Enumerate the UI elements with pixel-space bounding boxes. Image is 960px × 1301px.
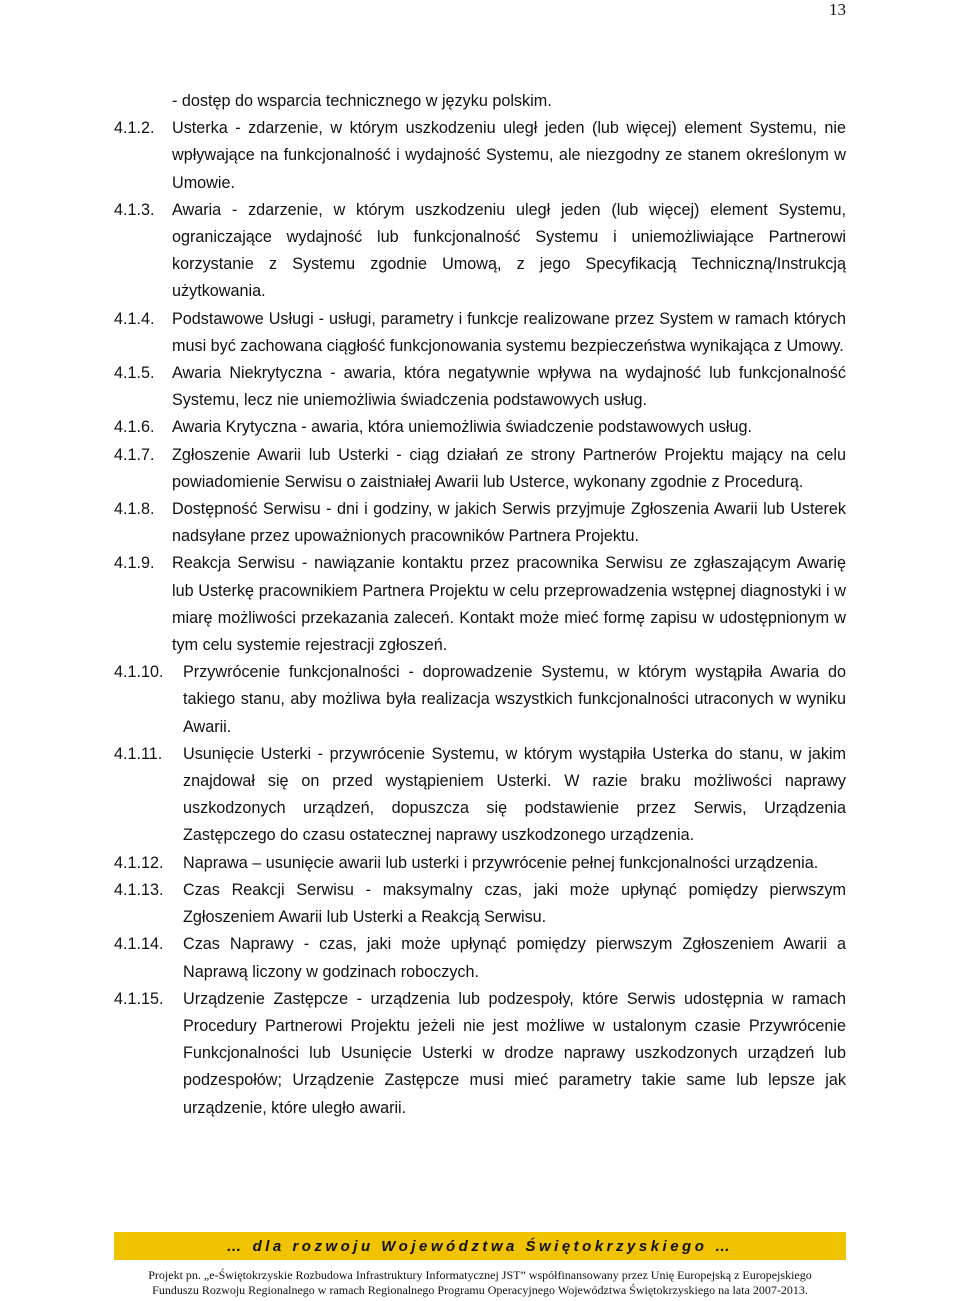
item-number: 4.1.8. — [114, 500, 155, 519]
item-text: Awaria Krytyczna - awaria, która uniemożliwia świadczenie podstawowych usług. — [172, 418, 753, 437]
page-number: 13 — [829, 0, 846, 19]
item-text: Naprawa – usunięcie awarii lub usterki i przywrócenie pełnej funkcjonalności urządzenia. — [183, 853, 819, 872]
definition-item — [114, 659, 846, 741]
definition-item — [114, 197, 846, 306]
item-text: Usterka - zdarzenie, w którym uszkodzeniu uległ jeden (lub więcej) element Systemu, nie wpływające na funkcjonalność i wydajność Systemu, ale niezgodny ze stanem określonym w Umowie. — [172, 119, 846, 192]
item-text: Reakcja Serwisu - nawiązanie kontaktu przez pracownika Serwisu ze zgłaszającym Awarię lub Usterkę pracownikiem Partnera Projektu w celu przeprowadzenia wstępnej diagnostyki i w miarę możliwości przekazania zaleceń. Kontakt może mieć formę zapisu w udostępnionym w tym celu systemie rejestracji zgłoszeń. — [172, 554, 846, 655]
item-text: Czas Reakcji Serwisu - maksymalny czas, jaki może upłynąć pomiędzy pierwszym Zgłoszeniem Awarii lub Usterki a Reakcją Serwisu. — [183, 880, 846, 927]
item-number: 4.1.14. — [114, 935, 164, 954]
item-number: 4.1.15. — [114, 989, 164, 1008]
project-footer — [0, 1268, 960, 1298]
item-number: 4.1.9. — [114, 554, 155, 573]
definition-item — [114, 360, 846, 414]
item-number: 4.1.4. — [114, 309, 155, 328]
item-text: Zgłoszenie Awarii lub Usterki - ciąg działań ze strony Partnerów Projektu mający na celu powiadomienie Serwisu o zaistniałej Awarii lub Usterce, wykonany zgodnie z Procedurą. — [172, 445, 846, 491]
item-text: Awaria Niekrytyczna - awaria, która negatywnie wpływa na wydajność lub funkcjonalność Systemu, lecz nie uniemożliwia świadczenia podstawowych usług. — [172, 364, 846, 410]
item-text: Awaria - zdarzenie, w którym uszkodzeniu uległ jeden (lub więcej) element Systemu, ograniczające wydajność lub funkcjonalność Systemu i uniemożliwiające Partnerowi korzystanie z Systemu zgodnie Umową, z jego Specyfikacją Techniczną/Instrukcją użytkowania. — [172, 200, 846, 301]
definition-item — [114, 442, 846, 496]
item-text: Dostępność Serwisu - dni i godziny, w jakich Serwis przyjmuje Zgłoszenia Awarii lub Usterek nadsyłane przez upoważnionych pracowników Partnera Projektu. — [172, 500, 846, 546]
definition-item — [114, 741, 846, 850]
definition-item — [114, 414, 846, 441]
item-number: 4.1.3. — [114, 200, 155, 219]
item-number: 4.1.10. — [114, 663, 164, 682]
item-number: 4.1.2. — [114, 119, 155, 138]
definition-item — [114, 550, 846, 659]
item-number: 4.1.6. — [114, 418, 155, 437]
item-number: 4.1.12. — [114, 853, 164, 872]
footer-line-2: Funduszu Rozwoju Regionalnego w ramach Regionalnego Programu Operacyjnego Województwa Świętokrzyskiego na lata 2007-2013. — [152, 1283, 808, 1297]
intro-line: - dostęp do wsparcia technicznego w języku polskim. — [172, 92, 552, 110]
item-text: Czas Naprawy - czas, jaki może upłynąć pomiędzy pierwszym Zgłoszeniem Awarii a Naprawą liczony w godzinach roboczych. — [183, 935, 846, 981]
definition-item — [114, 850, 846, 877]
slogan-banner: … dla rozwoju Województwa Świętokrzyskiego … — [114, 1232, 846, 1260]
item-text: Usunięcie Usterki - przywrócenie Systemu, w którym wystąpiła Usterka do stanu, w jakim znajdował się on przed wystąpieniem Usterki. W razie braku możliwości naprawy uszkodzonych urządzeń, dopuszcza się podstawienie przez Serwis, Urządzenia Zastępczego do czasu ostatecznej naprawy uszkodzonego urządzenia. — [183, 744, 846, 845]
item-number: 4.1.13. — [114, 880, 164, 899]
item-text: Przywrócenie funkcjonalności - doprowadzenie Systemu, w którym wystąpiła Awaria do takiego stanu, aby możliwa była realizacja wszystkich funkcjonalności utraconych w wyniku Awarii. — [183, 663, 846, 736]
definition-item — [114, 496, 846, 550]
footer-line-1: Projekt pn. „e-Świętokrzyskie Rozbudowa Infrastruktury Informatycznej JST” współfinansowany przez Unię Europejską z Europejskiego — [148, 1268, 812, 1282]
definition-item — [114, 877, 846, 931]
document-body — [114, 88, 846, 1122]
definition-item — [114, 306, 846, 360]
item-number: 4.1.5. — [114, 364, 155, 383]
item-number: 4.1.11. — [114, 744, 163, 763]
item-number: 4.1.7. — [114, 445, 155, 464]
definition-item — [114, 115, 846, 197]
definition-item — [114, 931, 846, 985]
definition-item — [114, 986, 846, 1122]
item-text: Urządzenie Zastępcze - urządzenia lub podzespoły, które Serwis udostępnia w ramach Procedury Partnerowi Projektu jeżeli nie jest możliwe w ustalonym czasie Przywrócenie Funkcjonalności lub Usunięcie Usterki w drodze naprawy uszkodzonych urządzeń lub podzespołów; Urządzenie Zastępcze musi mieć parametry takie same lub lepsze jak urządzenie, które uległo awarii. — [183, 989, 846, 1117]
item-text: Podstawowe Usługi - usługi, parametry i funkcje realizowane przez System w ramach których musi być zachowana ciągłość funkcjonowania systemu bezpieczeństwa wynikająca z Umowy. — [172, 309, 846, 355]
